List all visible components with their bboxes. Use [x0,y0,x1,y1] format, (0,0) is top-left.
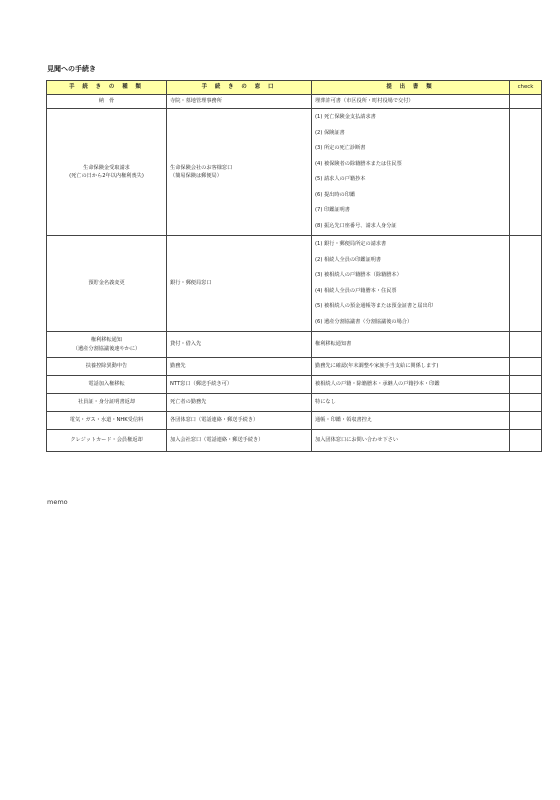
table-row [47,358,542,376]
procedure-name: 電気・ガス・水道・NHK受信料 [47,412,167,430]
check-cell[interactable] [510,109,542,236]
list-item: (6) 遺産分割協議書（分割協議後の場合） [315,318,413,325]
list-item: (3) 被相続人の戸籍謄本（除籍謄本） [315,272,402,278]
procedure-documents [312,236,510,332]
procedure-window: 生命保険会社のお客様窓口 （簡易保険は郵便局） [167,109,312,236]
list-item: (1) 死亡保険金支払請求書 [315,114,376,120]
list-item: (5) 被相続人の預金通帳等または預金証書と届出印 [315,303,433,309]
table-row [47,236,542,332]
check-cell[interactable] [510,332,542,358]
check-cell[interactable] [510,358,542,376]
documents-list [315,237,506,330]
procedure-window: 寺院・墓地管理事務所 [167,95,312,109]
procedure-window: 銀行・郵便局窓口 [167,236,312,332]
procedure-name: 電話加入権移転 [47,376,167,394]
table-row [47,412,542,430]
procedure-documents: 被相続人の戸籍・除籍謄本・承継人の戸籍抄本・印鑑 [312,376,510,394]
table-row [47,332,542,358]
header-procedure-window: 手 続 き の 窓 口 [167,81,312,95]
page-title: 見聞への手続き [47,65,96,73]
procedure-name: 社員証・身分証明書返却 [47,394,167,412]
check-cell[interactable] [510,412,542,430]
table-row [47,376,542,394]
documents-list [315,110,506,234]
header-check: check [510,81,542,95]
list-item: (1) 銀行・郵便局所定の請求書 [315,241,387,247]
table-header-row [47,81,542,95]
procedure-documents: 通帳・印鑑・領収書控え [312,412,510,430]
table-row [47,430,542,452]
procedure-window: 各団体窓口（電話連絡・郵送手続き） [167,412,312,430]
table-body [47,95,542,452]
list-item: (3) 所定の死亡診断書 [315,145,366,151]
procedure-window: 加入会社窓口（電話連絡・郵送手続き） [167,430,312,452]
procedure-documents [312,109,510,236]
list-item: (2) 保険証書 [315,129,345,136]
procedure-name: 扶養控除異動申告 [47,358,167,376]
header-procedure-type: 手 続 き の 種 類 [47,81,167,95]
list-item: (4) 相続人全員の戸籍謄本・住民票 [315,287,397,294]
procedure-name: 権利移転通知 （遺産分割協議後速やかに） [47,332,167,358]
list-item: (7) 印鑑証明書 [315,207,350,213]
procedure-documents: 加入団体窓口にお問い合わせ下さい [312,430,510,452]
check-cell[interactable] [510,430,542,452]
memo-label: memo [47,498,68,506]
list-item: (8) 振込先口座番号、請求人身分証 [315,222,397,229]
table-row [47,394,542,412]
table-row [47,109,542,236]
procedure-window: 勤務先 [167,358,312,376]
check-cell[interactable] [510,95,542,109]
procedure-documents: 権利移転通知書 [312,332,510,358]
procedure-window: 死亡者の勤務先 [167,394,312,412]
check-cell[interactable] [510,236,542,332]
procedure-documents: 埋葬許可書（市区役所・町村役場で交付） [312,95,510,109]
procedure-documents: 勤務先に確認(年末調整や家族手当支給に関係します) [312,358,510,376]
header-documents: 提 出 書 類 [312,81,510,95]
check-cell[interactable] [510,394,542,412]
procedure-documents: 特になし [312,394,510,412]
list-item: (2) 相続人全員の印鑑証明書 [315,256,382,263]
procedure-window: NTT窓口（郵送手続き可） [167,376,312,394]
table-row [47,95,542,109]
procedure-name: 預貯金名義変更 [47,236,167,332]
list-item: (6) 提出時の印鑑 [315,191,356,198]
list-item: (5) 請求人の戸籍抄本 [315,176,366,182]
procedures-table [46,80,542,452]
procedure-name: 納 骨 [47,95,167,109]
procedure-name: クレジットカード・会員権返却 [47,430,167,452]
procedure-window: 貸付・借入先 [167,332,312,358]
procedure-name: 生命保険金受取請求 (死亡の日から2年以内権利喪失) [47,109,167,236]
check-cell[interactable] [510,376,542,394]
list-item: (4) 被保険者の除籍謄本または住民票 [315,160,402,167]
